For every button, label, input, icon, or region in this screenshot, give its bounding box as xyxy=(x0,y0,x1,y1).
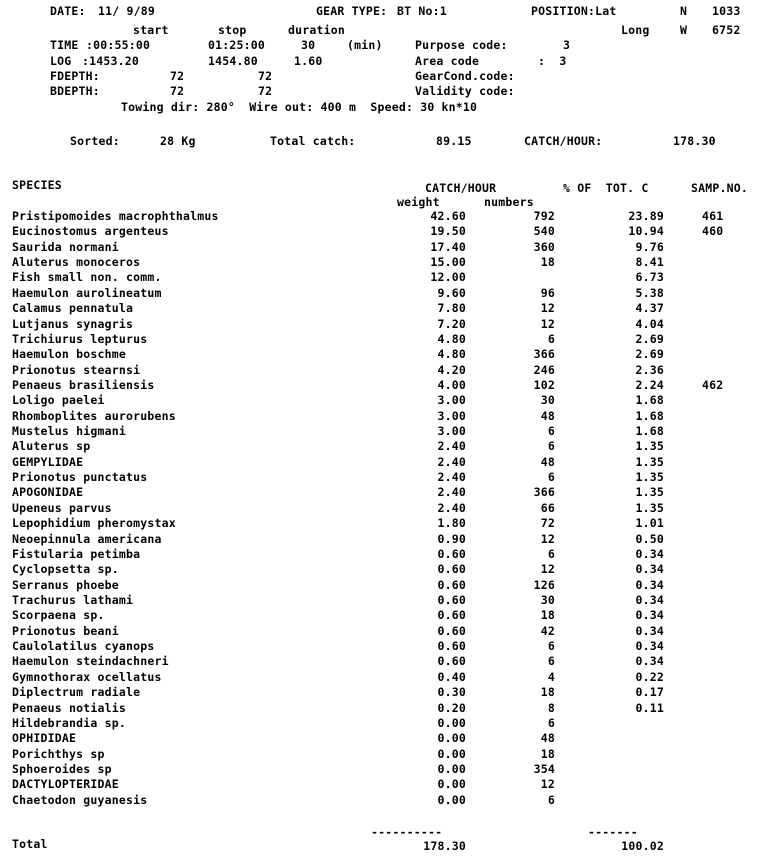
species-name: Caulolatilus cyanops xyxy=(12,639,155,653)
catch-numbers: 102 xyxy=(533,378,555,392)
species-name: Aluterus monoceros xyxy=(12,255,141,269)
catch-numbers: 6 xyxy=(547,547,555,561)
catch-numbers: 366 xyxy=(533,485,555,499)
species-name: APOGONIDAE xyxy=(12,485,84,499)
catch-numbers: 6 xyxy=(547,639,555,653)
catch-numbers: 6 xyxy=(547,470,555,484)
percent-of-total: 2.36 xyxy=(635,363,664,377)
gear-type-value: BT No:1 xyxy=(397,4,447,18)
gear-type-label: GEAR TYPE: xyxy=(316,4,388,18)
catch-numbers: 12 xyxy=(540,301,555,315)
bdepth-label: BDEPTH: xyxy=(50,84,100,98)
catch-numbers: 6 xyxy=(547,439,555,453)
numbers-subheader: numbers xyxy=(484,195,534,209)
species-name: Rhomboplites aurorubens xyxy=(12,409,176,423)
species-name: Eucinostomus argenteus xyxy=(12,224,169,238)
total-catch-label: Total catch: xyxy=(270,134,356,148)
catch-weight: 2.40 xyxy=(437,485,466,499)
percent-of-total: 5.38 xyxy=(635,286,664,300)
catch-weight: 0.60 xyxy=(437,608,466,622)
catch-weight: 0.60 xyxy=(437,562,466,576)
catch-numbers: 18 xyxy=(540,685,555,699)
species-name: Trachurus lathami xyxy=(12,593,134,607)
species-name: Penaeus notialis xyxy=(12,701,126,715)
total-label: Total xyxy=(12,837,48,851)
catch-weight: 0.00 xyxy=(437,793,466,807)
species-name: Gymnothorax ocellatus xyxy=(12,670,162,684)
species-name: GEMPYLIDAE xyxy=(12,455,84,469)
sample-number-column-header: SAMP.NO. xyxy=(691,181,748,195)
catch-weight: 0.00 xyxy=(437,731,466,745)
species-name: Serranus phoebe xyxy=(12,578,119,592)
total-percent-value: 100.02 xyxy=(621,839,664,853)
species-name: Neoepinnula americana xyxy=(12,532,162,546)
catch-weight: 0.00 xyxy=(437,716,466,730)
catch-numbers: 540 xyxy=(533,224,555,238)
catch-numbers: 126 xyxy=(533,578,555,592)
time-start: :00:55:00 xyxy=(86,38,151,52)
percent-total-rule: ------- xyxy=(588,825,638,839)
catch-numbers: 4 xyxy=(547,670,555,684)
species-name: Cyclopsetta sp. xyxy=(12,562,119,576)
time-stop: 01:25:00 xyxy=(208,38,265,52)
percent-of-total: 0.34 xyxy=(635,593,664,607)
species-name: Fish small non. comm. xyxy=(12,270,162,284)
weight-subheader: weight xyxy=(397,195,440,209)
log-duration: 1.60 xyxy=(294,54,323,68)
species-name: Haemulon boschme xyxy=(12,347,126,361)
log-label: LOG xyxy=(50,54,72,68)
catch-numbers: 12 xyxy=(540,777,555,791)
catch-numbers: 246 xyxy=(533,363,555,377)
position-label: POSITION:Lat xyxy=(531,4,617,18)
catch-weight: 19.50 xyxy=(430,224,466,238)
catch-numbers: 792 xyxy=(533,209,555,223)
catch-weight: 2.40 xyxy=(437,455,466,469)
catch-weight: 0.90 xyxy=(437,532,466,546)
bdepth-start: 72 xyxy=(170,84,185,98)
percent-total-column-header: % OF TOT. C xyxy=(563,181,649,195)
percent-of-total: 0.50 xyxy=(635,532,664,546)
catch-numbers: 30 xyxy=(540,593,555,607)
species-name: Trichiurus lepturus xyxy=(12,332,148,346)
fdepth-stop: 72 xyxy=(258,69,273,83)
species-name: Prionotus stearnsi xyxy=(12,363,141,377)
species-name: Diplectrum radiale xyxy=(12,685,141,699)
catch-weight: 17.40 xyxy=(430,240,466,254)
percent-of-total: 4.37 xyxy=(635,301,664,315)
bdepth-stop: 72 xyxy=(258,84,273,98)
sample-number: 462 xyxy=(702,378,724,392)
catch-weight: 0.60 xyxy=(437,639,466,653)
species-name: Sphoeroides sp xyxy=(12,762,112,776)
catch-weight: 4.20 xyxy=(437,363,466,377)
species-name: Scorpaena sp. xyxy=(12,608,105,622)
catch-per-hour-value: 178.30 xyxy=(673,134,716,148)
percent-of-total: 0.22 xyxy=(635,670,664,684)
catch-weight: 3.00 xyxy=(437,424,466,438)
weight-total-rule: ---------- xyxy=(371,825,443,839)
catch-weight: 15.00 xyxy=(430,255,466,269)
percent-of-total: 4.04 xyxy=(635,317,664,331)
percent-of-total: 1.35 xyxy=(635,439,664,453)
percent-of-total: 0.34 xyxy=(635,624,664,638)
long-label: Long xyxy=(621,23,650,37)
catch-weight: 0.00 xyxy=(437,747,466,761)
catch-numbers: 42 xyxy=(540,624,555,638)
percent-of-total: 0.34 xyxy=(635,639,664,653)
catch-numbers: 18 xyxy=(540,608,555,622)
percent-of-total: 2.69 xyxy=(635,347,664,361)
date-value: 11/ 9/89 xyxy=(98,4,155,18)
towing-line: Towing dir: 280° Wire out: 400 m Speed: 30 kn*10 xyxy=(121,100,478,114)
catch-numbers: 366 xyxy=(533,347,555,361)
species-name: Penaeus brasiliensis xyxy=(12,378,155,392)
percent-of-total: 0.11 xyxy=(635,701,664,715)
catch-numbers: 12 xyxy=(540,562,555,576)
sorted-value: 28 Kg xyxy=(160,134,196,148)
validity-code-label: Validity code: xyxy=(415,84,515,98)
catch-per-hour-label: CATCH/HOUR: xyxy=(524,134,603,148)
log-start: :1453.20 xyxy=(82,54,139,68)
lat-hemisphere: N xyxy=(680,4,688,18)
catch-numbers: 360 xyxy=(533,240,555,254)
purpose-code-value: 3 xyxy=(563,38,571,52)
catch-weight: 7.20 xyxy=(437,317,466,331)
species-name: Lutjanus synagris xyxy=(12,317,134,331)
species-name: OPHIDIDAE xyxy=(12,731,77,745)
col-duration-heading: duration xyxy=(288,23,345,37)
catch-weight: 0.20 xyxy=(437,701,466,715)
catch-numbers: 72 xyxy=(540,516,555,530)
percent-of-total: 1.35 xyxy=(635,501,664,515)
catch-numbers: 8 xyxy=(547,701,555,715)
col-stop-heading: stop xyxy=(218,23,247,37)
percent-of-total: 8.41 xyxy=(635,255,664,269)
species-name: Loligo paelei xyxy=(12,393,105,407)
percent-of-total: 6.73 xyxy=(635,270,664,284)
percent-of-total: 0.34 xyxy=(635,654,664,668)
total-catch-value: 89.15 xyxy=(436,134,472,148)
sorted-label: Sorted: xyxy=(70,134,120,148)
percent-of-total: 0.34 xyxy=(635,562,664,576)
catch-weight: 3.00 xyxy=(437,409,466,423)
catch-weight: 4.00 xyxy=(437,378,466,392)
percent-of-total: 9.76 xyxy=(635,240,664,254)
lat-value: 1033 xyxy=(712,4,741,18)
catch-weight: 3.00 xyxy=(437,393,466,407)
percent-of-total: 1.35 xyxy=(635,485,664,499)
catch-weight: 0.60 xyxy=(437,624,466,638)
species-name: Prionotus punctatus xyxy=(12,470,148,484)
percent-of-total: 0.34 xyxy=(635,608,664,622)
percent-of-total: 23.89 xyxy=(628,209,664,223)
catch-hour-column-header: CATCH/HOUR xyxy=(425,181,497,195)
species-name: Lepophidium pheromystax xyxy=(12,516,176,530)
species-column-header: SPECIES xyxy=(12,178,62,192)
purpose-code-label: Purpose code: xyxy=(415,38,508,52)
fdepth-start: 72 xyxy=(170,69,185,83)
catch-numbers: 48 xyxy=(540,455,555,469)
catch-numbers: 354 xyxy=(533,762,555,776)
catch-weight: 0.60 xyxy=(437,593,466,607)
percent-of-total: 1.35 xyxy=(635,455,664,469)
species-name: Porichthys sp xyxy=(12,747,105,761)
sample-number: 460 xyxy=(702,224,724,238)
percent-of-total: 10.94 xyxy=(628,224,664,238)
catch-weight: 42.60 xyxy=(430,209,466,223)
time-unit: (min) xyxy=(347,38,383,52)
percent-of-total: 1.68 xyxy=(635,424,664,438)
catch-weight: 0.60 xyxy=(437,654,466,668)
catch-weight: 1.80 xyxy=(437,516,466,530)
gear-cond-code-label: GearCond.code: xyxy=(415,69,515,83)
species-name: DACTYLOPTERIDAE xyxy=(12,777,119,791)
species-name: Pristipomoides macrophthalmus xyxy=(12,209,219,223)
percent-of-total: 2.24 xyxy=(635,378,664,392)
percent-of-total: 0.34 xyxy=(635,578,664,592)
species-name: Hildebrandia sp. xyxy=(12,716,126,730)
catch-weight: 0.00 xyxy=(437,762,466,776)
species-name: Aluterus sp xyxy=(12,439,91,453)
catch-weight: 0.60 xyxy=(437,547,466,561)
percent-of-total: 1.01 xyxy=(635,516,664,530)
catch-weight: 12.00 xyxy=(430,270,466,284)
time-label: TIME xyxy=(50,38,79,52)
catch-numbers: 6 xyxy=(547,332,555,346)
species-name: Upeneus parvus xyxy=(12,501,112,515)
catch-weight: 2.40 xyxy=(437,501,466,515)
catch-numbers: 48 xyxy=(540,409,555,423)
catch-numbers: 96 xyxy=(540,286,555,300)
species-name: Fistularia petimba xyxy=(12,547,141,561)
catch-weight: 4.80 xyxy=(437,347,466,361)
catch-weight: 7.80 xyxy=(437,301,466,315)
catch-numbers: 6 xyxy=(547,654,555,668)
area-code-value: : 3 xyxy=(538,54,567,68)
species-name: Saurida normani xyxy=(12,240,119,254)
long-value: 6752 xyxy=(712,23,741,37)
catch-numbers: 18 xyxy=(540,255,555,269)
catch-weight: 0.60 xyxy=(437,578,466,592)
catch-weight: 4.80 xyxy=(437,332,466,346)
date-label: DATE: xyxy=(50,4,86,18)
catch-numbers: 12 xyxy=(540,317,555,331)
species-name: Prionotus beani xyxy=(12,624,119,638)
catch-weight: 0.40 xyxy=(437,670,466,684)
catch-weight: 0.00 xyxy=(437,777,466,791)
catch-weight: 0.30 xyxy=(437,685,466,699)
catch-numbers: 6 xyxy=(547,793,555,807)
catch-numbers: 18 xyxy=(540,747,555,761)
percent-of-total: 1.68 xyxy=(635,409,664,423)
species-name: Haemulon aurolineatum xyxy=(12,286,162,300)
time-duration: 30 xyxy=(301,38,316,52)
catch-numbers: 66 xyxy=(540,501,555,515)
catch-numbers: 6 xyxy=(547,424,555,438)
fdepth-label: FDEPTH: xyxy=(50,69,100,83)
percent-of-total: 0.34 xyxy=(635,547,664,561)
species-name: Calamus pennatula xyxy=(12,301,134,315)
species-name: Haemulon steindachneri xyxy=(12,654,169,668)
long-hemisphere: W xyxy=(680,23,688,37)
catch-numbers: 12 xyxy=(540,532,555,546)
species-name: Chaetodon guyanesis xyxy=(12,793,148,807)
percent-of-total: 1.35 xyxy=(635,470,664,484)
catch-numbers: 48 xyxy=(540,731,555,745)
log-stop: 1454.80 xyxy=(208,54,258,68)
percent-of-total: 2.69 xyxy=(635,332,664,346)
catch-weight: 9.60 xyxy=(437,286,466,300)
catch-numbers: 6 xyxy=(547,716,555,730)
species-name: Mustelus higmani xyxy=(12,424,126,438)
sample-number: 461 xyxy=(702,209,724,223)
total-weight-value: 178.30 xyxy=(423,839,466,853)
percent-of-total: 0.17 xyxy=(635,685,664,699)
col-start-heading: start xyxy=(133,23,169,37)
percent-of-total: 1.68 xyxy=(635,393,664,407)
catch-numbers: 30 xyxy=(540,393,555,407)
area-code-label: Area code xyxy=(415,54,480,68)
catch-weight: 2.40 xyxy=(437,470,466,484)
catch-weight: 2.40 xyxy=(437,439,466,453)
